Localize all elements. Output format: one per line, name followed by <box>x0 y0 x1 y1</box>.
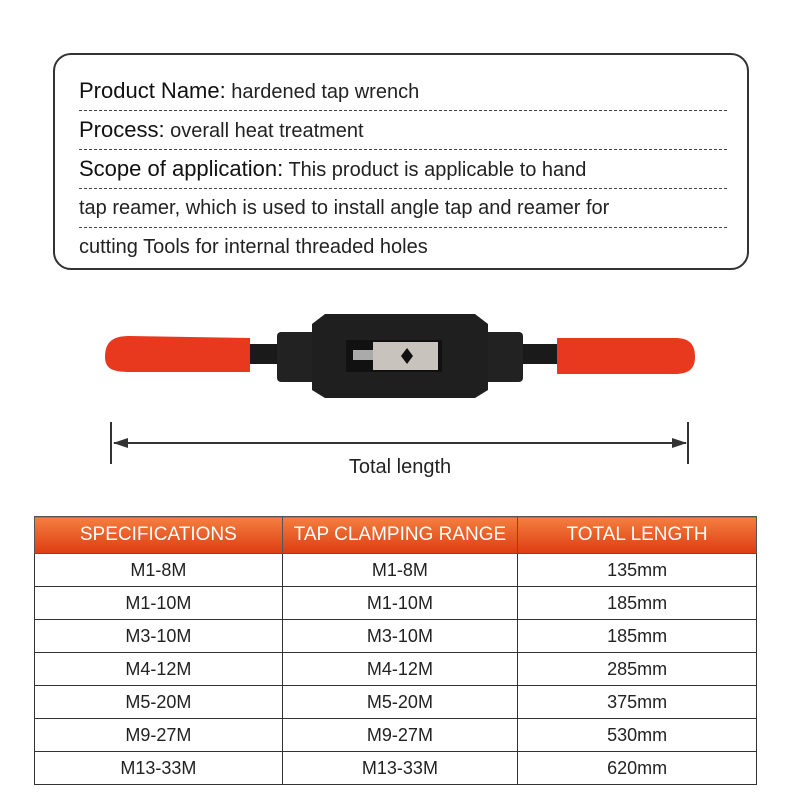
info-text: overall heat treatment <box>164 120 364 142</box>
table-cell: M5-20M <box>35 686 283 719</box>
info-label: Process: <box>79 117 165 142</box>
table-cell: 530mm <box>518 719 757 752</box>
table-cell: 185mm <box>518 620 757 653</box>
info-line <box>79 150 727 189</box>
info-label: Product Name: <box>79 78 226 103</box>
table-row <box>35 686 757 719</box>
table-cell: M13-33M <box>282 752 517 785</box>
table-cell: M9-27M <box>282 719 517 752</box>
table-row <box>35 554 757 587</box>
spec-table <box>34 516 757 785</box>
table-row <box>35 653 757 686</box>
table-cell: M4-12M <box>282 653 517 686</box>
table-cell: M4-12M <box>35 653 283 686</box>
column-header: SPECIFICATIONS <box>35 517 283 554</box>
info-text: hardened tap wrench <box>225 81 420 103</box>
table-row <box>35 620 757 653</box>
product-info-box <box>53 53 749 270</box>
table-cell: 375mm <box>518 686 757 719</box>
table-cell: M1-8M <box>35 554 283 587</box>
table-cell: M1-8M <box>282 554 517 587</box>
info-text: This product is applicable to hand <box>283 159 587 181</box>
info-line <box>79 228 727 266</box>
column-header: TAP CLAMPING RANGE <box>282 517 517 554</box>
table-cell: M5-20M <box>282 686 517 719</box>
table-cell: M1-10M <box>35 587 283 620</box>
total-length-label: Total length <box>348 456 452 478</box>
table-cell: M9-27M <box>35 719 283 752</box>
info-label: Scope of application: <box>79 156 284 181</box>
table-cell: 620mm <box>518 752 757 785</box>
table-row <box>35 752 757 785</box>
info-text: tap reamer, which is used to install angle tap and reamer for <box>79 197 610 219</box>
info-line <box>79 189 727 228</box>
table-row <box>35 587 757 620</box>
table-row <box>35 719 757 752</box>
info-text: cutting Tools for internal threaded holes <box>79 236 428 258</box>
info-line <box>79 72 727 111</box>
table-cell: M3-10M <box>35 620 283 653</box>
table-cell: 285mm <box>518 653 757 686</box>
column-header: TOTAL LENGTH <box>518 517 757 554</box>
table-cell: 135mm <box>518 554 757 587</box>
table-cell: M13-33M <box>35 752 283 785</box>
table-cell: M3-10M <box>282 620 517 653</box>
table-cell: M1-10M <box>282 587 517 620</box>
info-line <box>79 111 727 150</box>
tap-wrench-image <box>105 312 695 402</box>
table-cell: 185mm <box>518 587 757 620</box>
